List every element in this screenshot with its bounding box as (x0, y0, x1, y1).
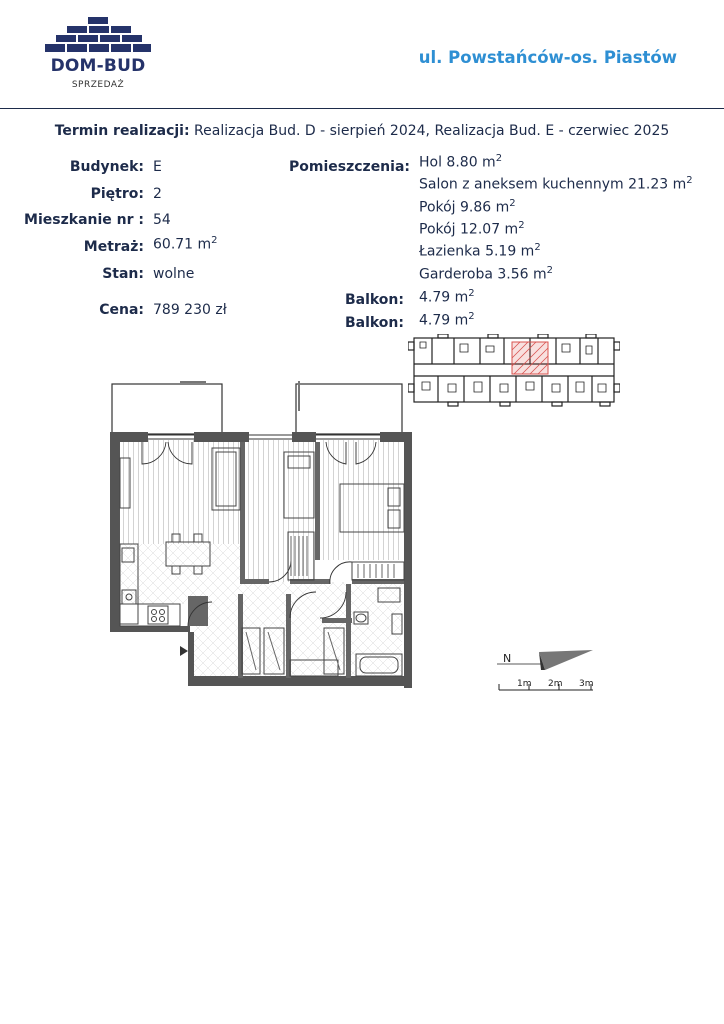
room-sup: 2 (495, 153, 503, 164)
room-text: Garderoba 3.56 m (419, 266, 547, 283)
brand-tagline: SPRZEDAŻ (71, 80, 125, 90)
compass-and-scale (495, 640, 599, 692)
brand-name: DOM-BUD (50, 56, 146, 76)
room-text: Salon z aneksem kuchennym 21.23 m (419, 176, 687, 193)
building-key-plan (408, 334, 620, 410)
mieszkanie-label: Mieszkanie nr : (24, 212, 144, 228)
scale-label: 3m (579, 679, 594, 689)
metraz-unit-sup: 2 (211, 235, 218, 246)
room-item (419, 153, 502, 171)
balkon-sup: 2 (468, 311, 475, 322)
room-text: Hol 8.80 m (419, 154, 496, 171)
company-logo (44, 16, 152, 96)
rooms-label: Pomieszczenia: (289, 159, 410, 175)
termin-label: Termin realizacji: (54, 123, 190, 139)
room-sup: 2 (546, 265, 554, 276)
room-text: Łazienka 5.19 m (419, 243, 535, 260)
room-item (419, 220, 525, 238)
selected-apartment-highlight (512, 342, 548, 374)
stan-value: wolne (153, 266, 195, 282)
metraz-label: Metraż: (83, 239, 144, 255)
budynek-value: E (153, 159, 162, 175)
room-sup: 2 (518, 220, 525, 231)
room-sup: 2 (509, 198, 516, 209)
header-divider (0, 108, 724, 109)
address-title: ul. Powstańców-os. Piastów (418, 48, 677, 67)
scale-label: 1m (517, 679, 532, 689)
room-sup: 2 (686, 175, 693, 186)
balkon-text: 4.79 m (419, 289, 469, 306)
north-arrow-icon (497, 650, 593, 670)
balkon-value (419, 288, 475, 306)
apartment-floor-plan (108, 378, 414, 690)
cena-label: Cena: (99, 302, 144, 318)
mieszkanie-value: 54 (153, 212, 171, 228)
north-label: N (503, 652, 512, 665)
room-sup: 2 (534, 242, 541, 253)
metraz-value (153, 235, 218, 253)
balkon-value (419, 311, 475, 329)
scale-label: 2m (548, 679, 563, 689)
brick-wall-icon (44, 16, 152, 56)
room-item (419, 242, 541, 260)
cena-value: 789 230 zł (153, 302, 227, 318)
room-item (419, 265, 553, 283)
metraz-number: 60.71 m (153, 236, 212, 253)
pietro-value: 2 (153, 186, 162, 202)
completion-date (0, 123, 724, 139)
stan-label: Stan: (102, 266, 144, 282)
balkon-text: 4.79 m (419, 312, 469, 329)
balkon-sup: 2 (468, 288, 475, 299)
room-item (419, 175, 693, 193)
entrance-arrow-icon (180, 646, 188, 656)
room-item (419, 198, 516, 216)
room-text: Pokój 12.07 m (419, 221, 519, 238)
pietro-label: Piętro: (90, 186, 144, 202)
budynek-label: Budynek: (69, 159, 144, 175)
termin-value: Realizacja Bud. D - sierpień 2024, Realizacja Bud. E - czerwiec 2025 (194, 123, 670, 139)
balkon-label: Balkon: (344, 292, 404, 308)
room-text: Pokój 9.86 m (419, 199, 510, 216)
balkon-label: Balkon: (344, 315, 404, 331)
